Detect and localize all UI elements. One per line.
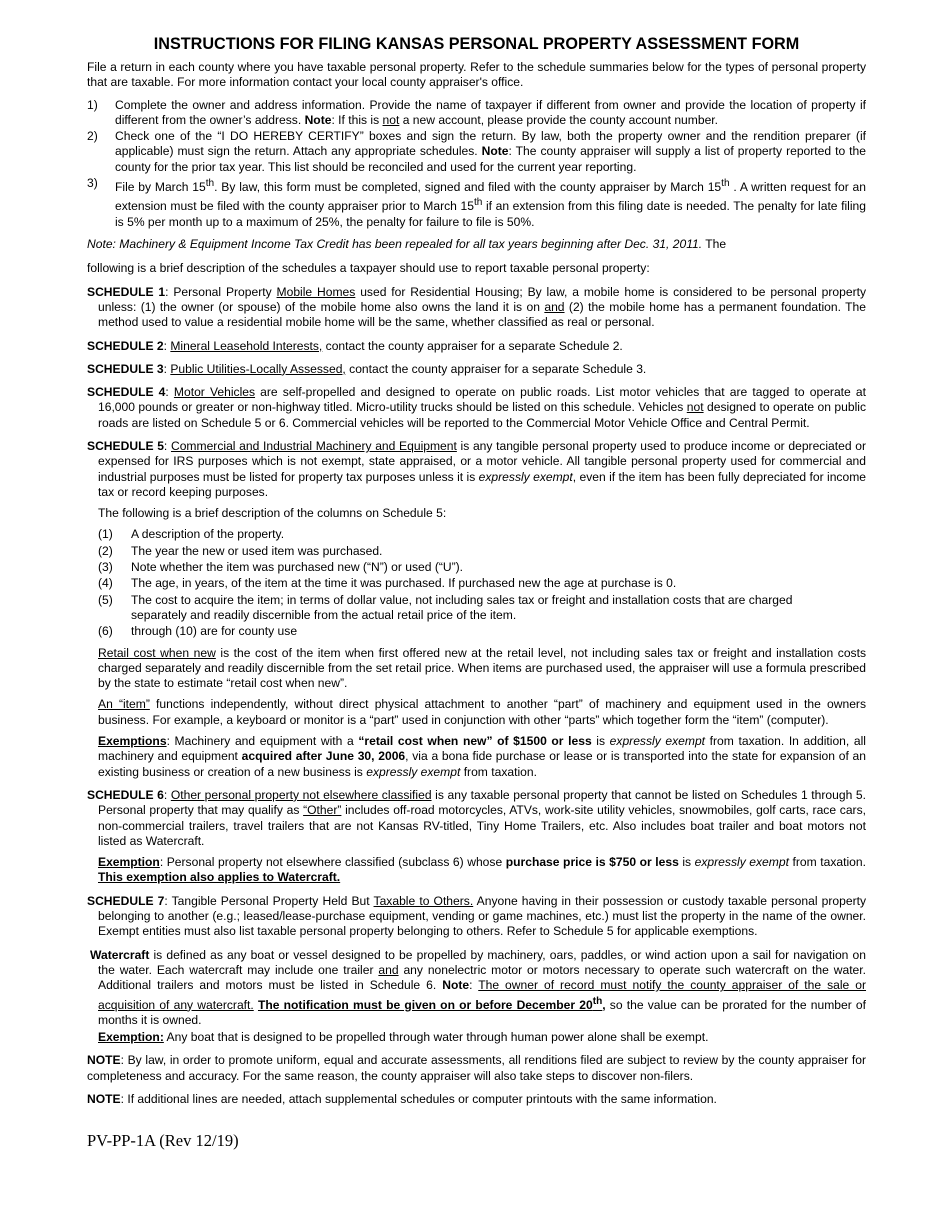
columns-list	[87, 527, 866, 639]
step-number: 3)	[87, 176, 98, 191]
schedule-5-exemptions: Exemptions: Machinery and equipment with a “retail cost when new” of $1500 or less is expressly exempt from taxation. In addition, all machinery and equipment acquired after June 30, 2006, via a bona fide purchase or lease or is transported into the state for expansion of an existing business or creation of a new business is expressly exempt from taxation.	[98, 734, 866, 779]
instructions-page	[87, 34, 866, 1107]
form-number-footer: PV-PP-1A (Rev 12/19)	[87, 1131, 239, 1150]
column-item	[98, 593, 866, 624]
schedule-7: SCHEDULE 7: Tangible Personal Property Held But Taxable to Others. Anyone having in their possession or custody taxable personal property belonging to another (e.g.; leased/lease-purchase equipment, vending or game machines, etc.) must list the property in the name of the owner. Exempt entities must also list taxable personal property belonging to others. Refer to Schedule 5 for applicable exemptions.	[87, 893, 867, 939]
schedule-2: SCHEDULE 2: Mineral Leasehold Interests, contact the county appraiser for a separate Schedule 2.	[87, 338, 623, 353]
column-item	[98, 544, 866, 559]
column-number: (3)	[98, 560, 113, 575]
column-number: (1)	[98, 527, 113, 542]
column-item	[98, 624, 866, 639]
steps-list	[87, 98, 866, 230]
retail-cost-paragraph: Retail cost when new is the cost of the item when first offered new at the retail level, not including sales tax or freight and installation costs charged separately and readily discernible from the set retail price. When items are purchased used, the appraiser will use a formula prescribed by the state to estimate “retail cost when new”.	[98, 645, 867, 691]
step-2: 2) Check one of the “I DO HEREBY CERTIFY” boxes and sign the return. By law, both the property owner and the rendition preparer (if applicable) must sign the return. Attach any appropriate schedules. Note: The county appraiser will supply a list of property reported to the county for the prior tax year. This list should be reconciled and used for the current year reporting.	[87, 129, 866, 174]
schedule-5: SCHEDULE 5: Commercial and Industrial Machinery and Equipment is any tangible personal property used to produce income or depreciated or expensed for IRS purposes which is not exempt, state appraised, or a motor vehicle. All tangible personal property used for commercial and industrial purposes must be listed for property tax purposes unless it is expressly exempt, even if the item has been fully depreciated for income tax or record keeping purposes.	[87, 439, 867, 499]
note-additional-lines: NOTE: If additional lines are needed, attach supplemental schedules or computer printouts with the same information.	[87, 1092, 717, 1107]
column-number: (6)	[98, 624, 113, 639]
item-paragraph: An “item” functions independently, without direct physical attachment to another “part” of machinery and equipment used in the owners business. For example, a keyboard or monitor is a “part” used in conjunction with other “parts” which together form the “item” (computer).	[98, 697, 866, 727]
columns-intro: The following is a brief description of the columns on Schedule 5:	[98, 506, 447, 521]
schedules-intro: following is a brief description of the schedules a taxpayer should use to report taxable personal property:	[87, 261, 650, 276]
schedule-6-exemption: Exemption: Personal property not elsewhere classified (subclass 6) whose purchase price is $750 or less is expressly exempt from taxation. This exemption also applies to Watercraft.	[98, 855, 866, 885]
watercraft-exemption: Exemption: Any boat that is designed to be propelled through water through human power alone shall be exempt.	[98, 1030, 709, 1045]
intro-paragraph: File a return in each county where you have taxable personal property. Refer to the schedule summaries below for the types of personal property that are taxable. For more information contact your local county appraiser's office.	[87, 60, 866, 90]
column-number: (2)	[98, 543, 113, 558]
column-text: Note whether the item was purchased new (“N”) or used (“U”).	[131, 560, 464, 575]
tax-credit-note: Note: Machinery & Equipment Income Tax Credit has been repealed for all tax years beginning after Dec. 31, 2011. The	[87, 237, 727, 252]
column-text: A description of the property.	[131, 527, 285, 542]
watercraft-definition: Watercraft is defined as any boat or vessel designed to be propelled by machinery, oars, paddles, or wind action upon a sail for navigation on the water. Each watercraft may include one trailer and any nonelectric motor or motors necessary to operate such watercraft on the water. Additional trailers and motors must be listed in Schedule 6. Note: The owner of record must notify the county appraiser of the sale or acquisition of any watercraft. The notification must be given on or before December 20th, so the value can be prorated for the number of months it is owned.	[90, 947, 867, 1027]
column-text: The year the new or used item was purchased.	[131, 543, 383, 558]
column-item	[98, 527, 866, 542]
column-text: The age, in years, of the item at the time it was purchased. If purchased new the age at purchase is 0.	[131, 576, 677, 591]
step-1: 1) Complete the owner and address information. Provide the name of taxpayer if different from owner and provide the location of property if different from the owner’s address. Note: If this is not a new account, please provide the county account number.	[87, 97, 866, 127]
schedule-6: SCHEDULE 6: Other personal property not elsewhere classified is any taxable personal property that cannot be listed on Schedules 1 through 5. Personal property that may qualify as “Other” includes off-road motorcycles, ATVs, work-site utility vehicles, snowmobiles, golf carts, race cars, non-commercial trailers, travel trailers that are not Kansas RV-titled, Tiny Home Trailers, etc. Also includes boat trailer and boat motors not listed as Watercraft.	[87, 787, 866, 848]
step-3: 3) File by March 15th. By law, this form must be completed, signed and filed with the county appraiser by March 15th . A written request for an extension must be filed with the county appraiser prior to March 15th if an extension from this filing date is needed. The penalty for late filing is 5% per month up to a maximum of 25%, the penalty for failure to file is 50%.	[87, 176, 867, 229]
schedule-1: SCHEDULE 1: Personal Property Mobile Homes used for Residential Housing; By law, a mobile home is considered to be personal property unless: (1) the owner (or spouse) of the mobile home also owns the land it is on and (2) the mobile home has a permanent foundation. The method used to value a residential mobile home will be the same, whether classified as real or personal.	[87, 284, 866, 330]
column-item	[98, 576, 866, 591]
column-number: (5)	[98, 592, 113, 607]
page-title: INSTRUCTIONS FOR FILING KANSAS PERSONAL PROPERTY ASSESSMENT FORM	[153, 35, 800, 53]
column-text: The cost to acquire the item; in terms of dollar value, not including sales tax or freight and installation costs that are charged separately and readily discernible from the actual retail price of the item.	[131, 592, 793, 622]
column-item	[98, 560, 866, 575]
schedule-3: SCHEDULE 3: Public Utilities-Locally Assessed, contact the county appraiser for a separate Schedule 3.	[87, 361, 647, 376]
step-number: 1)	[87, 97, 98, 112]
note-review: NOTE: By law, in order to promote uniform, equal and accurate assessments, all renditions filed are subject to review by the county appraiser for completeness and accuracy. For the same reason, the county appraiser will also take steps to discover non-filers.	[87, 1053, 866, 1083]
column-text: through (10) are for county use	[131, 624, 298, 639]
column-number: (4)	[98, 576, 113, 591]
step-number: 2)	[87, 129, 98, 144]
schedule-4: SCHEDULE 4: Motor Vehicles are self-propelled and designed to operate on public roads. List motor vehicles that are tagged to operate at 16,000 pounds or greater or non-highway titled. Micro-utility trucks should be listed on this schedule. Vehicles not designed to operate on public roads are listed on Schedule 5 or 6. Commercial vehicles will be reported to the Commercial Motor Vehicle Office and Central Permit.	[87, 385, 867, 430]
